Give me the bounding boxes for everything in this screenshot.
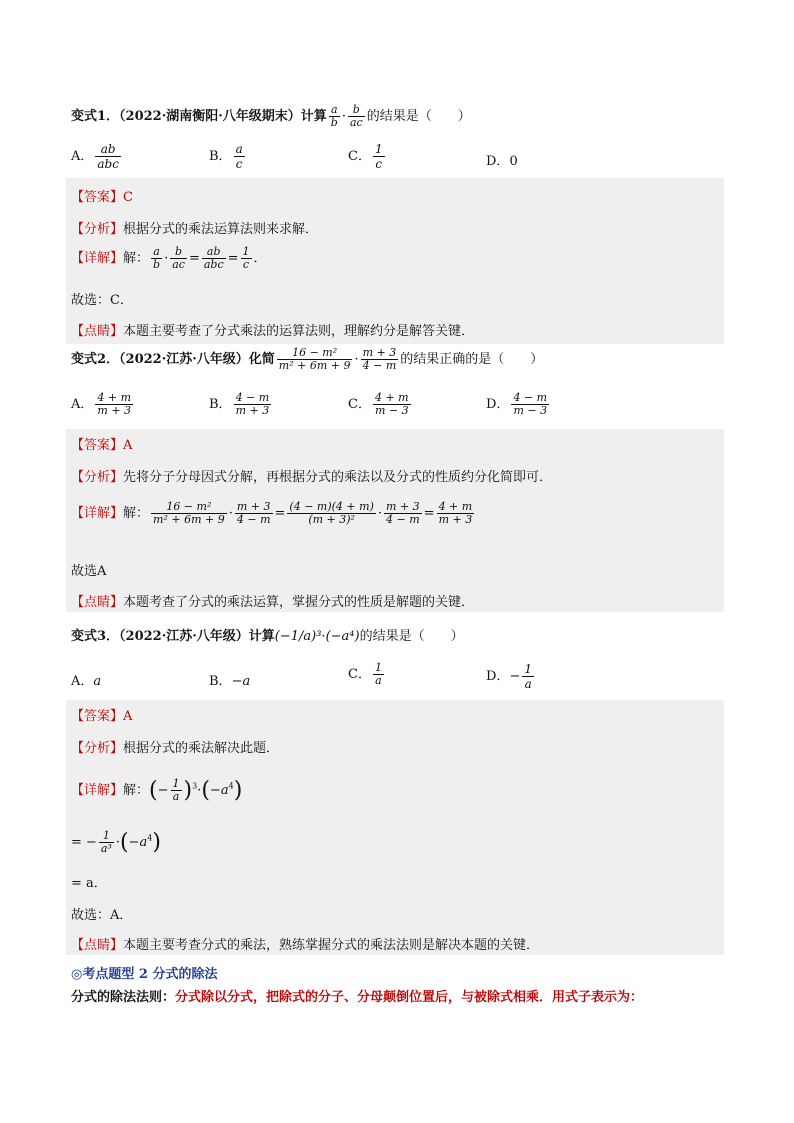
q1-frac-1: $\frac{a}{b}$ [330, 103, 338, 129]
q1-choose: 故选：C． [71, 293, 133, 308]
q2-answer: 【答案】A [71, 438, 133, 453]
q3-option-c: C． $\frac{1}{a}$ [348, 661, 382, 687]
q3-answer: 【答案】A [71, 709, 133, 724]
q1-option-b: B． $\frac{a}{c}$ [209, 142, 243, 171]
q3-detail: 【详解】解：(− $\frac{1}{a}$ )$^3\cdot(-a^4)$ [71, 777, 243, 803]
q1-answer: 【答案】C [71, 190, 133, 205]
q1-option-c: C． $\frac{1}{c}$ [348, 142, 383, 171]
q3-option-d: D．− $\frac{1}{a}$ [486, 662, 532, 691]
q1-detail: 【详解】解： $\frac{a}{b}$ · $\frac{b}{ac}$ = $\frac{ab}{\text{abc}}$ = $\frac{1}{c}$ ． [71, 245, 267, 271]
q3-step3: = a． [71, 876, 107, 891]
q1-title: 变式1．（2022·湖南衡阳·八年级期末）计算 $\frac{a}{b}$ · $\frac{b}{ac}$ 的结果是（ ） [71, 103, 471, 129]
q2-option-d: D． $\frac{4 - m}{m - 3}$ [486, 391, 548, 417]
q3-point: 【点睛】本题主要考查分式的乘法，熟练掌握分式的乘法法则是解决本题的关键． [71, 938, 540, 953]
q2-point: 【点睛】本题考查了分式的乘法运算，掌握分式的性质是解题的关键． [71, 595, 475, 610]
q3-analysis: 【分析】根据分式的乘法解决此题． [71, 741, 280, 756]
q3-choose: 故选：A． [71, 908, 133, 923]
q2-title: 变式2．（2022·江苏·八年级）化简 $\frac{\text{16 − m²}}{\text{m² + 6m + 9}}$ · $\frac{m + 3}{4 - m}$ 的结果正确的是（ ） [71, 346, 544, 372]
q1-option-d: D．0 [486, 154, 518, 169]
q2-analysis: 【分析】先将分子分母因式分解，再根据分式的乘法以及分式的性质约分化简即可． [71, 470, 553, 485]
q2-option-a: A． $\frac{4 + m}{m + 3}$ [71, 391, 132, 417]
section-rule: 分式的除法法则：分式除以分式，把除式的分子、分母颠倒位置后，与被除式相乘．用式子表示为： [71, 990, 644, 1005]
q3-step2: = − $\frac{1}{\text{a³}}$ $\cdot(-a^4)$ [71, 829, 161, 855]
q1-point: 【点睛】本题主要考查了分式乘法的运算法则，理解约分是解答关键． [71, 324, 475, 339]
section-title: ◎考点题型 2 分式的除法 [71, 967, 218, 982]
q2-option-c: C． $\frac{4 + m}{m - 3}$ [348, 391, 409, 417]
q2-choose: 故选A [71, 564, 107, 579]
q3-option-b: B．−a [209, 674, 251, 689]
q3-title: 变式3．（2022·江苏·八年级）计算(−1/a)³·(−a⁴)的结果是（ ） [71, 629, 464, 644]
q3-option-a: A．a [71, 674, 102, 689]
q2-detail: 【详解】解： $\frac{\text{16 − m²}}{\text{m² + 6m + 9}}$ · $\frac{m + 3}{4 - m}$ = $\frac{(4 - m)(4 + m)}{\text{(m + 3)²}}$ · $\frac{m + 3}{4 - m}$ = $\frac{4 + m}{m + 3}$ [71, 500, 473, 526]
q2-option-b: B． $\frac{4 - m}{m + 3}$ [209, 391, 270, 417]
q1-frac-2: $\frac{b}{ac}$ [349, 103, 363, 129]
q1-analysis: 【分析】根据分式的乘法运算法则来求解． [71, 222, 319, 237]
q1-option-a: A． $\frac{ab}{\text{abc}}$ [71, 142, 119, 171]
q3-expression: (−1/a)³·(−a⁴) [274, 629, 360, 644]
